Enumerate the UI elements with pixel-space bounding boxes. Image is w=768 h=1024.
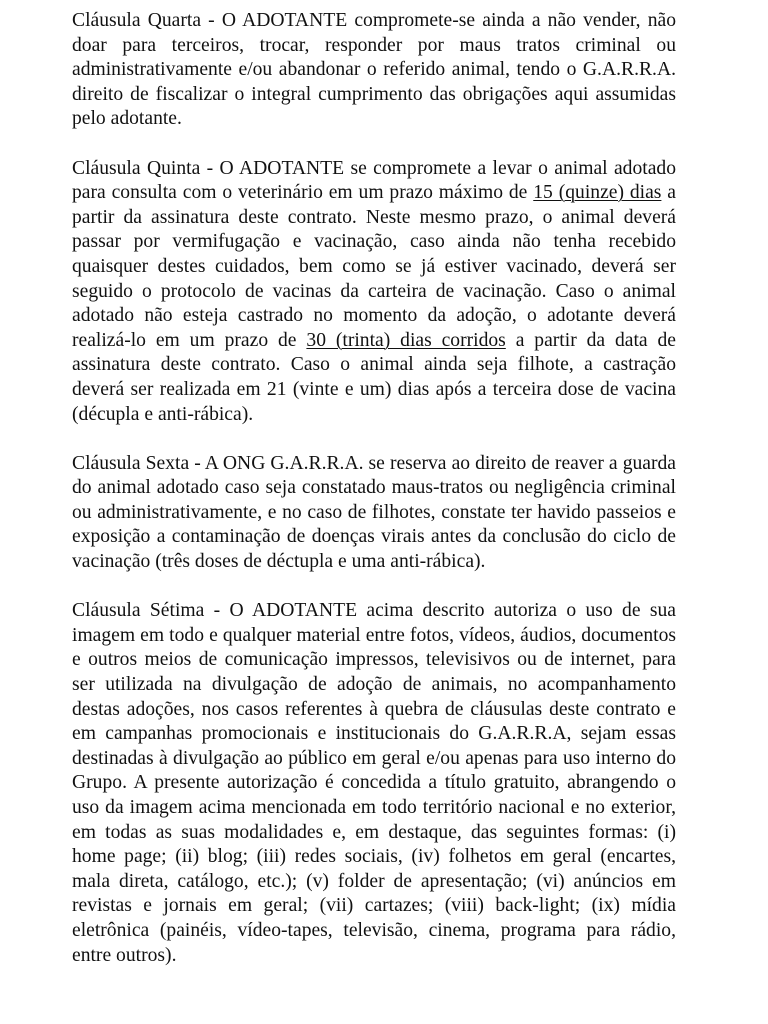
clause-setima-text: Cláusula Sétima - O ADOTANTE acima descrito autoriza o uso de sua imagem em todo e qualquer material entre fotos, vídeos, áudios, documentos e outros meios de comunicação impressos, televisivos ou de internet, para ser utilizada na divulgação de adoção de animais, no acompanhamento destas adoções, nos casos referentes à quebra de cláusulas deste contrato e em campanhas promocionais e institucionais do G.A.R.R.A, sejam essas destinadas à divulgação ao público em geral e/ou apenas para uso interno do Grupo. A presente autorização é concedida a título gratuito, abrangendo o uso da imagem acima mencionada em todo território nacional e no exterior, em todas as suas modalidades e, em destaque, das seguintes formas: (i) home page; (ii) blog; (iii) redes sociais, (iv) folhetos em geral (encartes, mala direta, catálogo, etc.); (v) folder de apresentação; (vi) anúncios em revistas e jornais em geral; (vii) cartazes; (viii) back-light; (ix) mídia eletrônica (painéis, vídeo-tapes, televisão, cinema, programa para rádio, entre outros). [72, 600, 676, 966]
clause-setima [72, 599, 676, 968]
underlined-deadline-30-days: 30 (trinta) dias corridos [306, 329, 506, 351]
clause-quinta-text-end: a partir da data de assinatura deste contrato. Caso o animal ainda seja filhote, a castração deverá ser realizada em 21 (vinte e um) dias após a terceira dose de vacina (décupla e anti-rábica). [72, 329, 676, 425]
clause-quarta [72, 9, 676, 132]
clause-quinta-text-continued: a partir da assinatura deste contrato. Neste mesmo prazo, o animal deverá passar por vermifugação e vacinação, caso ainda não tenha recebido quaisquer destes cuidados, bem como se já estiver vacinado, deverá ser seguido o protocolo de vacinas da carteira de vacinação. Caso o animal adotado não esteja castrado no momento da adoção, o adotante deverá realizá-lo em um prazo de [72, 182, 676, 351]
clause-quarta-text: Cláusula Quarta - O ADOTANTE compromete-se ainda a não vender, não doar para terceiros, trocar, responder por maus tratos criminal ou administrativamente e/ou abandonar o referido animal, tendo o G.A.R.R.A. direito de fiscalizar o integral cumprimento das obrigações aqui assumidas pelo adotante. [72, 10, 676, 130]
clause-sexta-text: Cláusula Sexta - A ONG G.A.R.R.A. se reserva ao direito de reaver a guarda do animal adotado caso seja constatado maus-tratos ou negligência criminal ou administrativamente, e no caso de filhotes, constate ter havido passeios e exposição a contaminação de doenças virais antes da conclusão do ciclo de vacinação (três doses de déctupla e uma anti-rábica). [72, 452, 676, 573]
clause-sexta [72, 452, 676, 575]
document-page [72, 9, 676, 993]
clause-quinta [72, 157, 676, 428]
underlined-deadline-15-days: 15 (quinze) dias [533, 182, 662, 204]
clause-quinta-text: Cláusula Quinta - O ADOTANTE se compromete a levar o animal adotado para consulta com o veterinário em um prazo máximo de [72, 157, 676, 204]
